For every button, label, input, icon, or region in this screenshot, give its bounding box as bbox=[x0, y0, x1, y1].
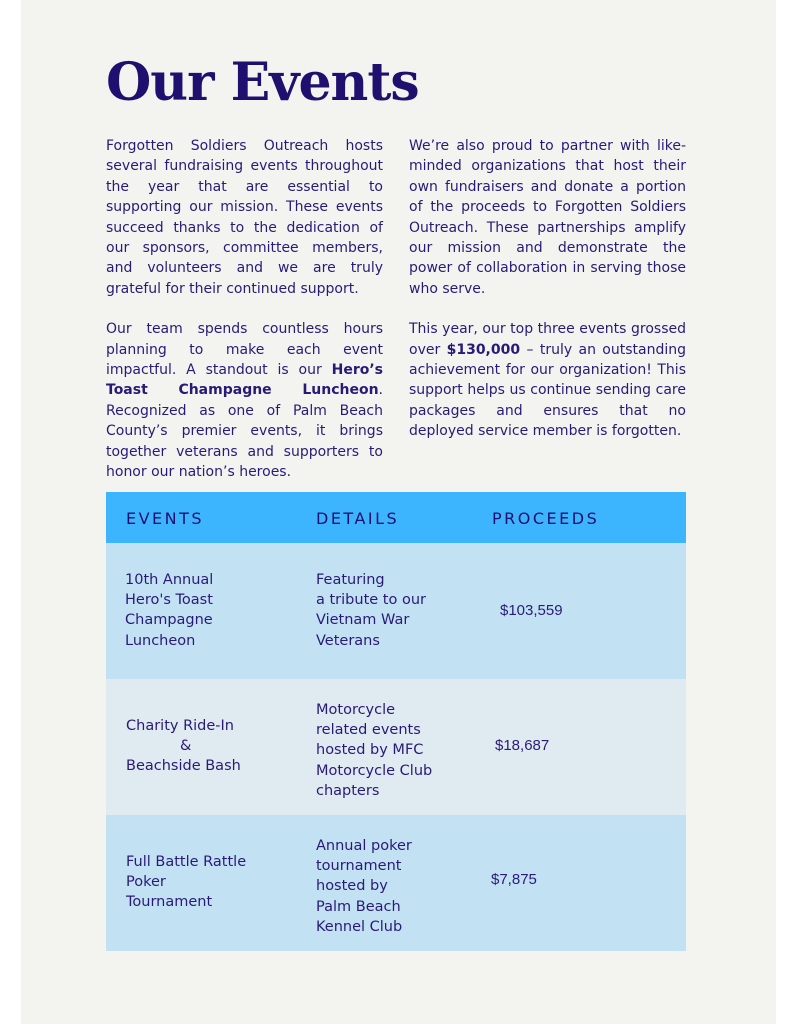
details-cell: Motorcycle related events hosted by MFC Motorcycle Club chapters bbox=[316, 702, 433, 799]
right-paragraph-2: This year, our top three events grossed over $130,000 – truly an outstanding achievement for our organization! This support helps us continue sending care packages and ensures that no deployed service member is forgotten. bbox=[409, 321, 687, 440]
proceeds-cell: $7,875 bbox=[491, 871, 537, 888]
luncheon-name: Hero’s Toast Champagne Luncheon bbox=[106, 362, 383, 399]
header-events: EVENTS bbox=[126, 509, 205, 528]
right-column bbox=[409, 136, 686, 462]
total-amount: $130,000 bbox=[446, 341, 521, 358]
event-cell: 10th Annual Hero's Toast Champagne Luncheon bbox=[125, 572, 214, 649]
table-row bbox=[106, 815, 686, 951]
events-table bbox=[106, 492, 686, 951]
event-cell: Charity Ride-In & Beachside Bash bbox=[126, 718, 241, 775]
page-title: Our Events bbox=[106, 52, 419, 113]
proceeds-cell: $103,559 bbox=[500, 602, 563, 619]
event-cell: Full Battle Rattle Poker Tournament bbox=[126, 854, 247, 911]
table-row bbox=[106, 679, 686, 815]
details-cell: Annual poker tournament hosted by Palm Beach Kennel Club bbox=[316, 838, 412, 935]
details-cell: Featuring a tribute to our Vietnam War Veterans bbox=[316, 572, 426, 649]
header-proceeds: PROCEEDS bbox=[492, 509, 600, 528]
left-paragraph-1: Forgotten Soldiers Outreach hosts several fundraising events throughout the year that are essential to supporting our mission. These events succeed thanks to the dedication of our sponsors, committee members, and volunteers and we are truly grateful for their continued support. bbox=[106, 138, 383, 297]
left-paragraph-2: Our team spends countless hours planning to make each event impactful. A standout is our Hero’s Toast Champagne Luncheon. Recognized as one of Palm Beach County’s premier events, it brings together veterans and supporters to honor our nation’s heroes. bbox=[106, 321, 383, 481]
table-header bbox=[106, 492, 686, 543]
proceeds-cell: $18,687 bbox=[495, 737, 550, 754]
header-details: DETAILS bbox=[316, 509, 400, 528]
table-row bbox=[106, 543, 686, 679]
left-column bbox=[106, 136, 383, 503]
right-paragraph-1: We’re also proud to partner with like-minded organizations that host their own fundraisers and donate a portion of the proceeds to Forgotten Soldiers Outreach. These partnerships amplify our mission and demonstrate the power of collaboration in serving those who serve. bbox=[409, 138, 686, 297]
